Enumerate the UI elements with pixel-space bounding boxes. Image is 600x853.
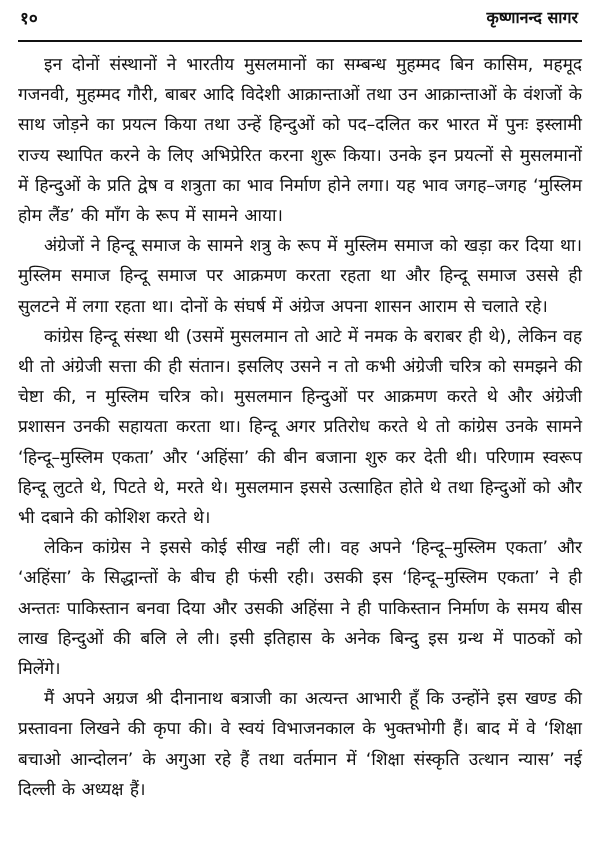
paragraph: कांग्रेस हिन्दू संस्था थी (उसमें मुसलमान तो आटे में नमक के बराबर ही थे), लेकिन वह थी तो अंग्रेजी सत्ता की ही संतान। इसलिए उसने न तो कभी अंग्रेजी चरित्र को समझने की चेष्टा की, न मुस्लिम चरित्र को। मुसलमान हिन्दुओं पर आक्रमण करते थे और अंग्रेजी प्रशासन उनकी सहायता करता था। हिन्दू अगर प्रतिरोध करते थे तो कांग्रेस उनके सामने ‘हिन्दू–मुस्लिम एकता’ और ‘अहिंसा’ की बीन बजाना शुरु कर देती थी। परिणाम स्वरूप हिन्दू लुटते थे, पिटते थे, मरते थे। मुसलमान इससे उत्साहित होते थे तथा हिन्दुओं को और भी दबाने की कोशिश करते थे। — [18, 326, 582, 529]
paragraph: इन दोनों संस्थानों ने भारतीय मुसलमानों का सम्बन्ध मुहम्मद बिन कासिम, महमूद गजनवी, मुहम्मद गौरी, बाबर आदि विदेशी आक्रान्ताओं तथा उन आक्रान्ताओं के वंशजों के साथ जोड़ने का प्रयत्न किया तथा उन्हें हिन्दुओं को पद–दलित कर भारत में पुनः इस्लामी राज्य स्थापित करने के लिए अभिप्रेरित करना शुरू किया। उनके इन प्रयत्नों से मुसलमानों में हिन्दुओं के प्रति द्वेष व शत्रुता का भाव निर्माण होने लगा। यह भाव जगह–जगह ‘मुस्लिम होम लैंड’ की माँग के रूप में सामने आया। — [18, 55, 582, 227]
running-title: कृष्णानन्द सागर — [486, 8, 578, 27]
page-header — [18, 0, 582, 42]
body-text — [18, 50, 582, 805]
paragraph: अंग्रेजों ने हिन्दू समाज के सामने शत्रु के रूप में मुस्लिम समाज को खड़ा कर दिया था। मुस्लिम समाज हिन्दू समाज पर आक्रमण करता रहता था और हिन्दू समाज उससे ही सुलटने में लगा रहता था। दोनों के संघर्ष में अंग्रेज अपना शासन आराम से चलाते रहे। — [18, 236, 582, 317]
paragraph: मैं अपने अग्रज श्री दीनानाथ बत्राजी का अत्यन्त आभारी हूँ कि उन्होंने इस खण्ड की प्रस्तावना लिखने की कृपा की। वे स्वयं विभाजनकाल के भुक्तभोगी हैं। बाद में वे ‘शिक्षा बचाओ आन्दोलन’ के अगुआ रहे हैं तथा वर्तमान में ‘शिक्षा संस्कृति उत्थान न्यास’ नई दिल्ली के अध्यक्ष हैं। — [18, 689, 582, 800]
paragraph: लेकिन कांग्रेस ने इससे कोई सीख नहीं ली। वह अपने ‘हिन्दू–मुस्लिम एकता’ और ‘अहिंसा’ के सिद्धान्तों के बीच ही फंसी रही। उसकी इस ‘हिन्दू–मुस्लिम एकता’ ने ही अन्ततः पाकिस्तान बनवा दिया और उसकी अहिंसा ने ही पाकिस्तान निर्माण के समय बीस लाख हिन्दुओं की बलि ले ली। इसी इतिहास के अनेक बिन्दु इस ग्रन्थ में पाठकों को मिलेंगे। — [18, 538, 582, 680]
page-number: १० — [20, 9, 38, 29]
